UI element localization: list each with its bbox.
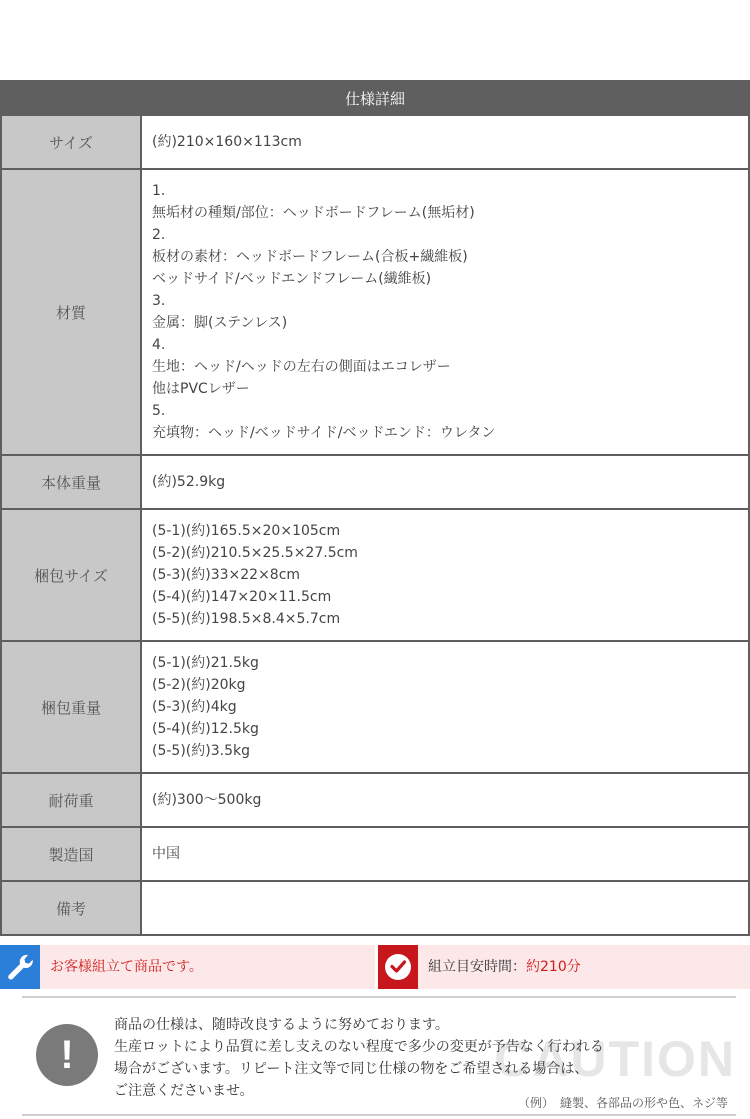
table-row-material — [1, 169, 749, 455]
caution-line: 場合がございます。リピート注文等で同じ仕様の物をご希望される場合は、 — [114, 1061, 589, 1077]
row-value — [141, 169, 749, 455]
value-line: (5-3)(約)4kg — [152, 699, 237, 715]
row-label: 耐荷重 — [1, 773, 141, 827]
table-row-country — [1, 827, 749, 881]
table-row-load-capacity — [1, 773, 749, 827]
spec-table — [0, 114, 750, 936]
row-value — [141, 881, 749, 935]
row-label: 梱包サイズ — [1, 509, 141, 641]
value-line: 生地：ヘッド/ヘッドの左右の側面はエコレザー — [152, 359, 451, 375]
value-line: 3. — [152, 293, 166, 309]
row-label: 本体重量 — [1, 455, 141, 509]
divider — [22, 996, 736, 998]
value-line: (約)210×160×113cm — [152, 134, 302, 150]
caution-line: 生産ロットにより品質に差し支えのない程度で多少の変更が予告なく行われる — [114, 1039, 604, 1055]
value-line: (5-5)(約)198.5×8.4×5.7cm — [152, 611, 341, 627]
value-line: (5-2)(約)210.5×25.5×27.5cm — [152, 545, 358, 561]
row-value — [141, 827, 749, 881]
value-line: (5-4)(約)147×20×11.5cm — [152, 589, 332, 605]
value-line: 5. — [152, 403, 166, 419]
value-line: (5-3)(約)33×22×8cm — [152, 567, 301, 583]
value-line: (5-1)(約)21.5kg — [152, 655, 259, 671]
wrench-icon — [0, 945, 40, 989]
value-line: (5-4)(約)12.5kg — [152, 721, 259, 737]
caution-text — [114, 1014, 604, 1102]
value-line: 4. — [152, 337, 166, 353]
value-line: (約)300～500kg — [152, 792, 262, 808]
row-value — [141, 641, 749, 773]
value-line: 他はPVCレザー — [152, 381, 250, 397]
assembly-time-text — [428, 945, 581, 989]
assembly-notice — [0, 945, 375, 989]
caution-watermark: CAUTION — [494, 1031, 736, 1087]
table-row-notes — [1, 881, 749, 935]
value-line: (5-5)(約)3.5kg — [152, 743, 250, 759]
row-value — [141, 773, 749, 827]
value-line: 無垢材の種類/部位：ヘッドボードフレーム(無垢材) — [152, 205, 475, 221]
row-label: 製造国 — [1, 827, 141, 881]
caution-line: ご注意くださいませ。 — [114, 1083, 254, 1099]
row-value — [141, 509, 749, 641]
caution-example: （例） 縫製、各部品の形や色、ネジ等 — [517, 1096, 728, 1110]
value-line: (約)52.9kg — [152, 474, 226, 490]
row-label: サイズ — [1, 115, 141, 169]
assembly-time-label: 組立目安時間： — [428, 959, 526, 975]
value-line: 2. — [152, 227, 166, 243]
value-line: ベッドサイド/ベッドエンドフレーム(繊維板) — [152, 271, 432, 287]
value-line: (5-1)(約)165.5×20×105cm — [152, 523, 341, 539]
value-line: 板材の素材：ヘッドボードフレーム(合板+繊維板) — [152, 249, 468, 265]
value-line: 金属：脚(ステンレス) — [152, 315, 288, 331]
row-label: 材質 — [1, 169, 141, 455]
value-line: 充填物：ヘッド/ベッドサイド/ベッドエンド：ウレタン — [152, 425, 496, 441]
table-row-weight — [1, 455, 749, 509]
spec-section — [0, 80, 750, 936]
assembly-time-value: 約210分 — [526, 959, 581, 975]
table-row-size — [1, 115, 749, 169]
divider — [22, 1114, 736, 1116]
clock-icon — [378, 945, 418, 989]
caution-line: 商品の仕様は、随時改良するように努めております。 — [114, 1017, 449, 1033]
row-label: 備考 — [1, 881, 141, 935]
exclamation-icon: ! — [36, 1024, 98, 1086]
row-value — [141, 455, 749, 509]
assembly-time-notice — [378, 945, 750, 989]
value-line: (5-2)(約)20kg — [152, 677, 246, 693]
spec-title: 仕様詳細 — [0, 80, 750, 114]
row-value — [141, 115, 749, 169]
row-label: 梱包重量 — [1, 641, 141, 773]
assembly-text: お客様組立て商品です。 — [50, 959, 203, 975]
table-row-package-size — [1, 509, 749, 641]
assembly-notice-bar — [0, 945, 750, 989]
caution-box — [22, 996, 736, 1119]
value-line: 中国 — [152, 846, 180, 862]
value-line: 1. — [152, 183, 166, 199]
table-row-package-weight — [1, 641, 749, 773]
